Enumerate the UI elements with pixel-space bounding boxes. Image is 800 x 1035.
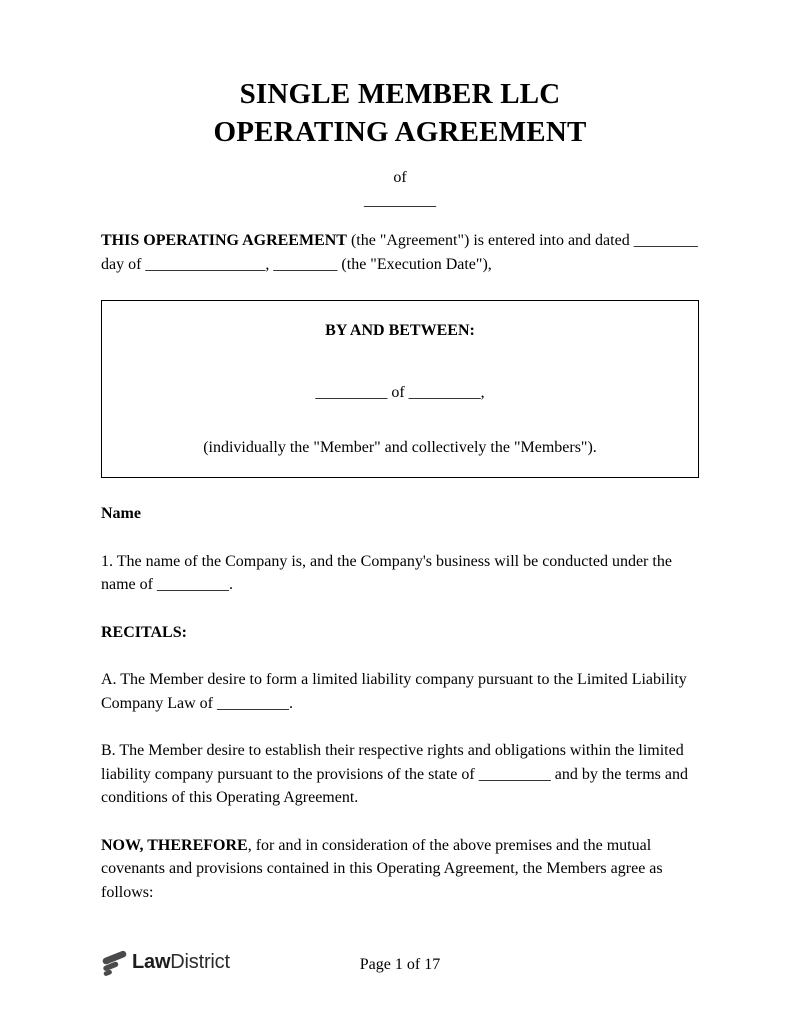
title-line-2: OPERATING AGREEMENT [213, 115, 587, 148]
lawdistrict-logo-icon [101, 949, 127, 976]
recitals-heading: RECITALS: [101, 623, 187, 641]
logo-text [132, 948, 230, 977]
recital-b-paragraph: B. The Member desire to establish their respective rights and obligations within the limited liability company pursuant to the provisions of the state of _________ and by the terms and conditions of this Operating Agreement. [101, 742, 689, 807]
document-title [101, 76, 699, 152]
members-note: (individually the "Member" and collectively the "Members"). [203, 439, 597, 457]
logo-text-law: Law [132, 951, 171, 973]
title-of-label: of [393, 168, 407, 186]
name-section-paragraph: 1. The name of the Company is, and the Company's business will be conducted under the name of _________. [101, 552, 672, 594]
page-footer [101, 948, 699, 982]
party-line: _________ of _________, [315, 383, 485, 401]
title-line-1: SINGLE MEMBER LLC [239, 78, 561, 110]
intro-paragraph: THIS OPERATING AGREEMENT (the "Agreement") is entered into and dated ________ day of _______________, ________ (the "Execution Date"), [101, 232, 698, 273]
lawdistrict-logo [101, 948, 230, 977]
by-and-between-box [101, 300, 699, 478]
recital-a-paragraph: A. The Member desire to form a limited liability company pursuant to the Limited Liability Company Law of _________. [101, 671, 687, 712]
company-name-blank: _________ [364, 192, 436, 210]
logo-text-district: District [170, 951, 230, 973]
now-therefore-paragraph: NOW, THEREFORE, for and in consideration of the above premises and the mutual covenants and provisions contained in this Operating Agreement, the Members agree as follows: [101, 836, 663, 901]
page-number: Page 1 of 17 [359, 956, 441, 973]
by-and-between-heading: BY AND BETWEEN: [325, 322, 475, 340]
name-section-heading: Name [101, 505, 141, 523]
